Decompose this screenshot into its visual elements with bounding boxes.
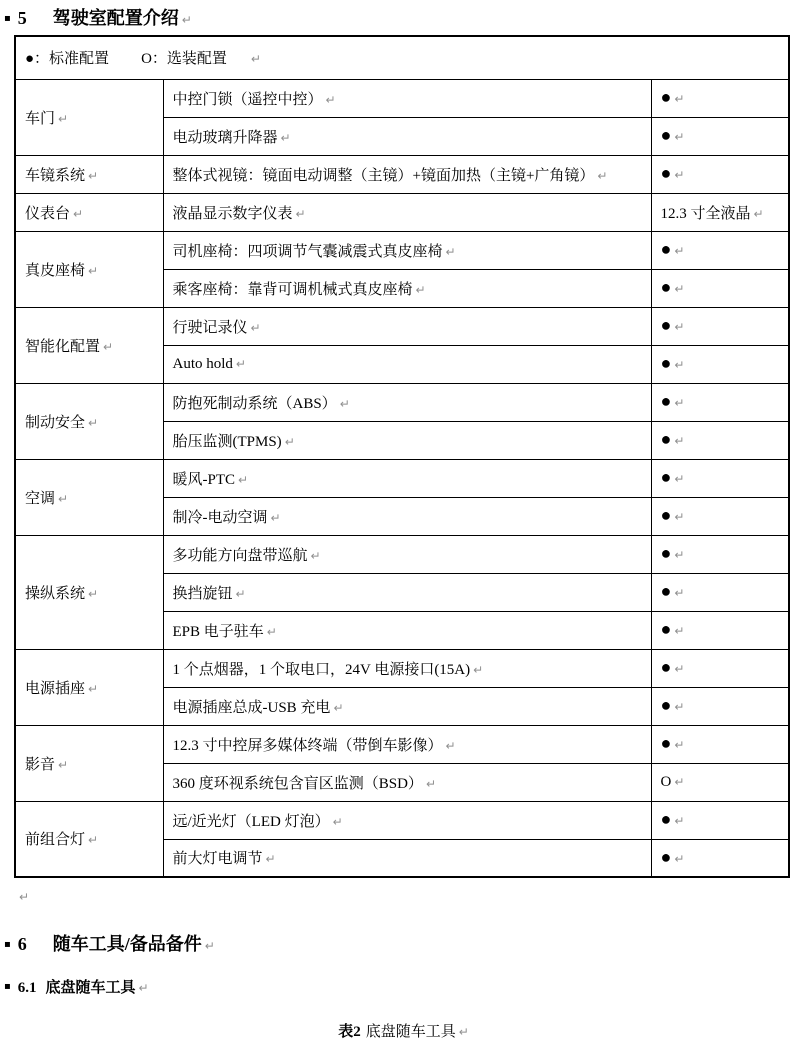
heading-square-marker-icon: ▪ (4, 981, 11, 992)
paragraph-mark-icon: ↵ (674, 774, 685, 789)
legend-optional-label: O：选装配置 (141, 51, 227, 68)
paragraph-mark-icon: ↵ (674, 358, 685, 372)
category-label: 前组合灯 (25, 832, 86, 849)
paragraph-mark-icon: ↵ (674, 168, 685, 182)
value-label: ● (660, 125, 672, 145)
value-label: 12.3 寸全液晶 (660, 205, 751, 222)
feature-cell (163, 231, 651, 269)
feature-label: 防抱死制动系统（ABS） (172, 395, 337, 412)
feature-cell (163, 117, 651, 155)
value-cell (651, 839, 789, 877)
section-5-heading (4, 4, 192, 30)
paragraph-mark-icon: ↵ (280, 130, 291, 145)
paragraph-mark-icon: ↵ (674, 700, 685, 714)
feature-label: 司机座椅：四项调节气囊减震式真皮座椅 (172, 243, 443, 260)
value-cell (651, 649, 789, 687)
value-cell (651, 193, 789, 231)
feature-label: 乘客座椅：靠背可调机械式真皮座椅 (172, 281, 413, 298)
feature-label: 换挡旋钮 (172, 585, 233, 602)
value-cell (651, 117, 789, 155)
value-cell (651, 687, 789, 725)
paragraph-mark-icon: ↵ (204, 939, 215, 953)
paragraph-mark-icon: ↵ (325, 92, 336, 107)
table-row (15, 231, 789, 269)
section-6-heading (4, 930, 215, 956)
category-cell (15, 307, 163, 383)
category-label: 真皮座椅 (25, 262, 86, 279)
value-cell (651, 611, 789, 649)
paragraph-mark-icon: ↵ (674, 586, 685, 600)
table-row (15, 801, 789, 839)
feature-cell (163, 421, 651, 459)
heading-square-marker-icon: ▪ (4, 939, 11, 950)
paragraph-mark-icon: ↵ (250, 52, 261, 67)
paragraph-mark-icon: ↵ (415, 282, 426, 297)
value-cell (651, 79, 789, 117)
category-cell (15, 155, 163, 193)
section-5-title: 驾驶室配置介绍 (52, 8, 179, 28)
section-6-1-heading (4, 976, 149, 997)
feature-cell (163, 725, 651, 763)
legend-cell (15, 36, 789, 79)
paragraph-mark-icon: ↵ (238, 472, 249, 487)
value-label: ● (660, 733, 672, 753)
value-cell (651, 307, 789, 345)
paragraph-mark-icon: ↵ (332, 814, 343, 829)
category-label: 空调 (25, 490, 56, 507)
section-6-1-number: 6.1 (17, 980, 37, 996)
value-label: ● (660, 87, 672, 107)
category-cell (15, 801, 163, 877)
caption-title: 底盘随车工具 (365, 1024, 456, 1040)
feature-label: 整体式视镜：镜面电动调整（主镜）+镜面加热（主镜+广角镜） (172, 167, 595, 184)
paragraph-mark-icon: ↵ (445, 738, 456, 753)
value-label: ● (660, 695, 672, 715)
value-label: ● (660, 163, 672, 183)
table-row (15, 535, 789, 573)
category-label: 车镜系统 (25, 167, 86, 184)
config-table-body (15, 79, 789, 877)
paragraph-mark-icon: ↵ (339, 396, 350, 411)
paragraph-mark-icon: ↵ (88, 168, 99, 183)
value-cell (651, 231, 789, 269)
feature-cell (163, 535, 651, 573)
value-cell (651, 763, 789, 801)
paragraph-mark-icon: ↵ (674, 396, 685, 410)
value-label: ● (660, 353, 672, 373)
paragraph-mark-icon: ↵ (674, 244, 685, 258)
category-cell (15, 79, 163, 155)
paragraph-mark-icon: ↵ (674, 434, 685, 448)
category-cell (15, 383, 163, 459)
table-row (15, 649, 789, 687)
paragraph-mark-icon: ↵ (19, 890, 30, 904)
paragraph-mark-icon: ↵ (674, 662, 685, 676)
value-cell (651, 497, 789, 535)
feature-cell (163, 801, 651, 839)
paragraph-mark-icon: ↵ (88, 586, 99, 601)
feature-label: 行驶记录仪 (172, 319, 248, 336)
paragraph-mark-icon: ↵ (458, 1025, 469, 1039)
feature-cell (163, 611, 651, 649)
value-cell (651, 383, 789, 421)
category-label: 智能化配置 (25, 338, 101, 355)
paragraph-mark-icon: ↵ (674, 320, 685, 334)
value-cell (651, 801, 789, 839)
paragraph-mark-icon: ↵ (674, 510, 685, 524)
value-cell (651, 725, 789, 763)
category-label: 车门 (25, 110, 56, 127)
table-row (15, 155, 789, 193)
category-cell (15, 231, 163, 307)
value-cell (651, 535, 789, 573)
paragraph-mark-icon: ↵ (674, 282, 685, 296)
feature-cell (163, 193, 651, 231)
empty-paragraph (16, 888, 29, 906)
paragraph-mark-icon: ↵ (88, 681, 99, 696)
paragraph-mark-icon: ↵ (674, 472, 685, 486)
feature-cell (163, 269, 651, 307)
value-cell (651, 459, 789, 497)
paragraph-mark-icon: ↵ (674, 548, 685, 562)
value-cell (651, 155, 789, 193)
paragraph-mark-icon: ↵ (674, 814, 685, 828)
feature-label: 远/近光灯（LED 灯泡） (172, 813, 330, 830)
paragraph-mark-icon: ↵ (266, 624, 277, 639)
value-label: O (660, 773, 672, 790)
heading-square-marker-icon: ▪ (4, 13, 11, 24)
category-cell (15, 725, 163, 801)
paragraph-mark-icon: ↵ (58, 491, 69, 506)
section-5-number: 5 (17, 8, 27, 28)
legend-row (15, 36, 789, 79)
table-row (15, 459, 789, 497)
paragraph-mark-icon: ↵ (103, 339, 114, 354)
value-label: ● (660, 505, 672, 525)
feature-label: 中控门锁（遥控中控） (172, 91, 323, 108)
feature-label: Auto hold (172, 355, 233, 372)
feature-label: 液晶显示数字仪表 (172, 205, 293, 222)
feature-label: 多功能方向盘带巡航 (172, 547, 308, 564)
feature-cell (163, 573, 651, 611)
feature-cell (163, 79, 651, 117)
feature-label: 暖风-PTC (172, 471, 236, 488)
paragraph-mark-icon: ↵ (674, 130, 685, 144)
value-label: ● (660, 467, 672, 487)
feature-cell (163, 649, 651, 687)
paragraph-mark-icon: ↵ (235, 356, 246, 371)
caption-label: 表2 (338, 1024, 361, 1040)
paragraph-mark-icon: ↵ (753, 206, 764, 221)
table-row (15, 193, 789, 231)
value-cell (651, 573, 789, 611)
paragraph-mark-icon: ↵ (58, 111, 69, 126)
feature-label: 胎压监测(TPMS) (172, 433, 282, 450)
feature-label: 电动玻璃升降器 (172, 129, 278, 146)
feature-label: 1 个点烟器，1 个取电口，24V 电源接口(15A) (172, 661, 471, 678)
feature-cell (163, 383, 651, 421)
config-table (14, 35, 790, 878)
feature-cell (163, 763, 651, 801)
paragraph-mark-icon: ↵ (473, 662, 484, 677)
value-label: ● (660, 619, 672, 639)
paragraph-mark-icon: ↵ (58, 757, 69, 772)
value-cell (651, 269, 789, 307)
paragraph-mark-icon: ↵ (295, 206, 306, 221)
paragraph-mark-icon: ↵ (333, 700, 344, 715)
value-cell (651, 345, 789, 383)
feature-cell (163, 307, 651, 345)
category-cell (15, 649, 163, 725)
paragraph-mark-icon: ↵ (73, 206, 84, 221)
table-2-caption (0, 1020, 807, 1041)
paragraph-mark-icon: ↵ (310, 548, 321, 563)
feature-label: 电源插座总成-USB 充电 (172, 699, 331, 716)
paragraph-mark-icon: ↵ (284, 434, 295, 449)
feature-cell (163, 345, 651, 383)
value-cell (651, 421, 789, 459)
paragraph-mark-icon: ↵ (674, 738, 685, 752)
paragraph-mark-icon: ↵ (270, 510, 281, 525)
category-label: 操纵系统 (25, 585, 86, 602)
table-row (15, 307, 789, 345)
category-label: 影音 (25, 756, 56, 773)
value-label: ● (660, 581, 672, 601)
paragraph-mark-icon: ↵ (674, 851, 685, 866)
category-cell (15, 535, 163, 649)
paragraph-mark-icon: ↵ (445, 244, 456, 259)
value-label: ● (660, 543, 672, 563)
category-label: 电源插座 (25, 680, 86, 697)
value-label: ● (660, 657, 672, 677)
table-row (15, 383, 789, 421)
value-label: ● (660, 809, 672, 829)
paragraph-mark-icon: ↵ (674, 92, 685, 106)
table-row (15, 79, 789, 117)
feature-label: EPB 电子驻车 (172, 623, 264, 640)
feature-label: 前大灯电调节 (172, 851, 263, 868)
value-label: ● (660, 277, 672, 297)
category-label: 制动安全 (25, 414, 86, 431)
paragraph-mark-icon: ↵ (88, 263, 99, 278)
feature-label: 制冷-电动空调 (172, 509, 268, 526)
section-6-1-title: 底盘随车工具 (45, 980, 136, 996)
value-label: ● (660, 391, 672, 411)
feature-cell (163, 459, 651, 497)
value-label: ● (660, 429, 672, 449)
value-label: ● (660, 315, 672, 335)
feature-label: 12.3 寸中控屏多媒体终端（带倒车影像） (172, 737, 443, 754)
paragraph-mark-icon: ↵ (88, 415, 99, 430)
paragraph-mark-icon: ↵ (88, 833, 99, 848)
paragraph-mark-icon: ↵ (425, 776, 436, 791)
legend-standard-label: ●：标准配置 (25, 51, 110, 68)
paragraph-mark-icon: ↵ (138, 981, 149, 995)
section-6-number: 6 (17, 934, 27, 954)
category-label: 仪表台 (25, 205, 71, 222)
paragraph-mark-icon: ↵ (181, 13, 192, 27)
paragraph-mark-icon: ↵ (235, 586, 246, 601)
value-label: ● (660, 239, 672, 259)
feature-cell (163, 155, 651, 193)
paragraph-mark-icon: ↵ (265, 852, 276, 867)
table-row (15, 725, 789, 763)
category-cell (15, 459, 163, 535)
feature-cell (163, 497, 651, 535)
feature-cell (163, 839, 651, 877)
value-label: ● (660, 846, 672, 867)
paragraph-mark-icon: ↵ (250, 320, 261, 335)
feature-label: 360 度环视系统包含盲区监测（BSD） (172, 775, 423, 792)
feature-cell (163, 687, 651, 725)
section-6-title: 随车工具/备品备件 (52, 934, 202, 954)
paragraph-mark-icon: ↵ (674, 624, 685, 638)
paragraph-mark-icon: ↵ (597, 168, 608, 183)
category-cell (15, 193, 163, 231)
